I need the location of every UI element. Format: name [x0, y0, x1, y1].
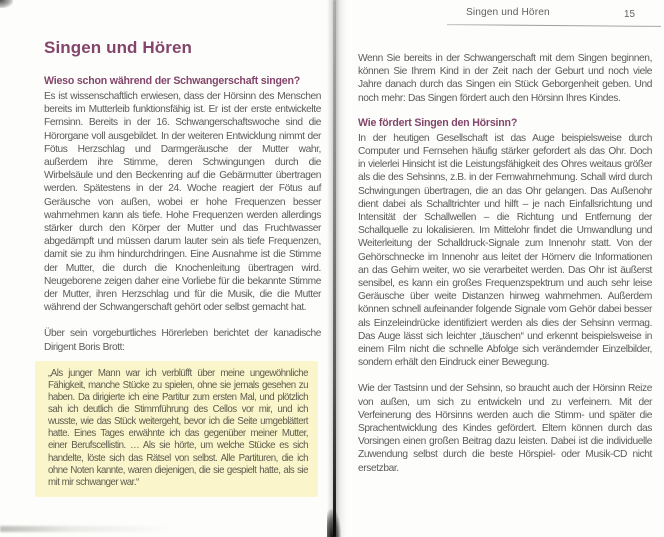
quote-text-boris-brott: „Als junger Mann war ich verblüfft über meine ungewöhnliche Fähigkeit, manche Stücke zu spielen, ohne sie jemals gesehen zu haben. Da dirigierte ich eine Partitur zum ersten Mal, und plötzlich sah ich deutlich die Stimmführung des Cellos vor mir, und ich wusste, wie das Stück weitergeht, bevor ich die Seite umgeblättert hatte. Eines Tages erwähnte ich das gegenüber meiner Mutter, einer Berufscellistin. … Als sie hörte, um welche Stücke es sich handelte, löste sich das Rätsel von selbst. Alle Partituren, die ich ohne Noten kannte, waren diejenigen, die sie gespielt hatte, als sie mit mir schwanger war.“	[48, 367, 308, 488]
header-rule	[447, 24, 661, 27]
chapter-title: Singen und Hören	[44, 38, 192, 57]
section-heading-hearing: Wie fördert Singen den Hörsinn?	[358, 116, 518, 129]
right-page	[352, 0, 664, 537]
book-gutter-shadow	[327, 0, 353, 537]
paragraph-brott-intro: Über sein vorgeburtliches Hörerleben berichtet der kanadische Dirigent Boris Brott:	[44, 328, 321, 353]
quote-highlight-block	[35, 361, 318, 497]
paragraph-hearing-development: Es ist wissenschaftlich erwiesen, dass der Hörsinn des Menschen bereits im Mutterleib funktionsfähig ist. Er ist der erste entwickelte Fernsinn. Bereits in der 16. Schwangerschaftswoche sind die Hörorgane voll ausgebildet. In der weiteren Entwicklung nimmt der Fötus Herzschlag und Darmgeräusche der Mutter wahr, außerdem ihre Stimme, deren Schwingungen durch die Wirbelsäule und den Beckenring auf die Gebärmutter übertragen werden. Spätestens in der 24. Woche reagiert der Fötus auf Geräusche von außen, wobei er hohe Frequenzen besser wahrnehmen kann als tiefe. Hohe Frequenzen werden allerdings stärker durch den Körper der Mutter und das Fruchtwasser abgedämpft und müssen darum lauter sein als tiefe Frequenzen, damit sie zu ihm hindurchdringen. Eine Ausnahme ist die Stimme der Mutter, die durch die Knochenleitung übertragen wird. Neugeborene zeigen daher eine Vorliebe für die bekannte Stimme der Mutter, ihren Herzschlag und für die Musik, die die Mutter während der Schwangerschaft gehört oder selbst gemacht hat.	[44, 91, 321, 314]
paragraph-sense-refinement: Wie der Tastsinn und der Sehsinn, so braucht auch der Hörsinn Reize von außen, um sich zu entwickeln und zu verfeinern. Mit der Verfeinerung des Hörsinns werden auch die Stimm- und später die Sprachentwicklung des Kindes gefördert. Eltern können durch das Vorsingen einen großen Beitrag dazu leisten. Dabei ist die individuelle Zuwendung selbst durch die beste Hörspiel- oder Musik-CD nicht ersetzbar.	[358, 383, 652, 474]
running-header-title: Singen und Hören	[466, 7, 550, 18]
left-page	[0, 0, 330, 537]
page-number: 15	[624, 9, 635, 20]
scan-artifact-top-left	[0, 0, 13, 8]
paragraph-ear-performance: In der heutigen Gesellschaft ist das Auge beispielsweise durch Computer und Fernsehen häufig stärker gefordert als das Ohr. Doch in vielerlei Hinsicht ist die Leistungsfähigkeit des Ohres weitaus größer als die des Sehsinns, z.B. in der Fernwahrnehmung. Schall wird durch Schwingungen übertragen, die an das Ohr gelangen. Das Außenohr dient dabei als Schalltrichter und hilft – je nach Einfallsrichtung und Intensität der Schallwellen – die Richtung und Entfernung der Schallquelle zu lokalisieren. Im Mittelohr findet die Umwandlung und Weiterleitung der Schalldruck-Signale zum Innenohr statt. Von der Gehörschnecke im Innenohr aus leitet der Hörnerv die Informationen an das Gehirn weiter, wo sie verarbeitet werden. Das Ohr ist äußerst sensibel, es kann ein großes Frequenzspektrum und auch sehr leise Geräusche über weite Distanzen hinweg wahrnehmen. Außerdem können schnell aufeinander folgende Signale vom Gehör dabei besser als Einzeleindrücke identifiziert werden als dies der Sehsinn vermag. Das Auge lässt sich leichter „täuschen“ und erkennt beispielsweise in einem Film nicht die schnelle Abfolge sich verändernder Einzelbilder, sondern erhält den Eindruck einer Bewegung.	[358, 132, 652, 369]
right-page-content	[358, 52, 652, 475]
paragraph-singing-security: Wenn Sie bereits in der Schwangerschaft mit dem Singen beginnen, können Sie Ihrem Kind in der Zeit nach der Geburt und noch viele Jahre danach durch das Singen ein Stück Geborgenheit geben. Und noch mehr: Das Singen fördert auch den Hörsinn Ihres Kindes.	[358, 53, 652, 104]
section-heading-pregnancy: Wieso schon während der Schwangerschaft singen?	[44, 75, 300, 87]
scan-artifact-bottom-left	[0, 526, 180, 532]
left-page-content	[44, 38, 321, 497]
